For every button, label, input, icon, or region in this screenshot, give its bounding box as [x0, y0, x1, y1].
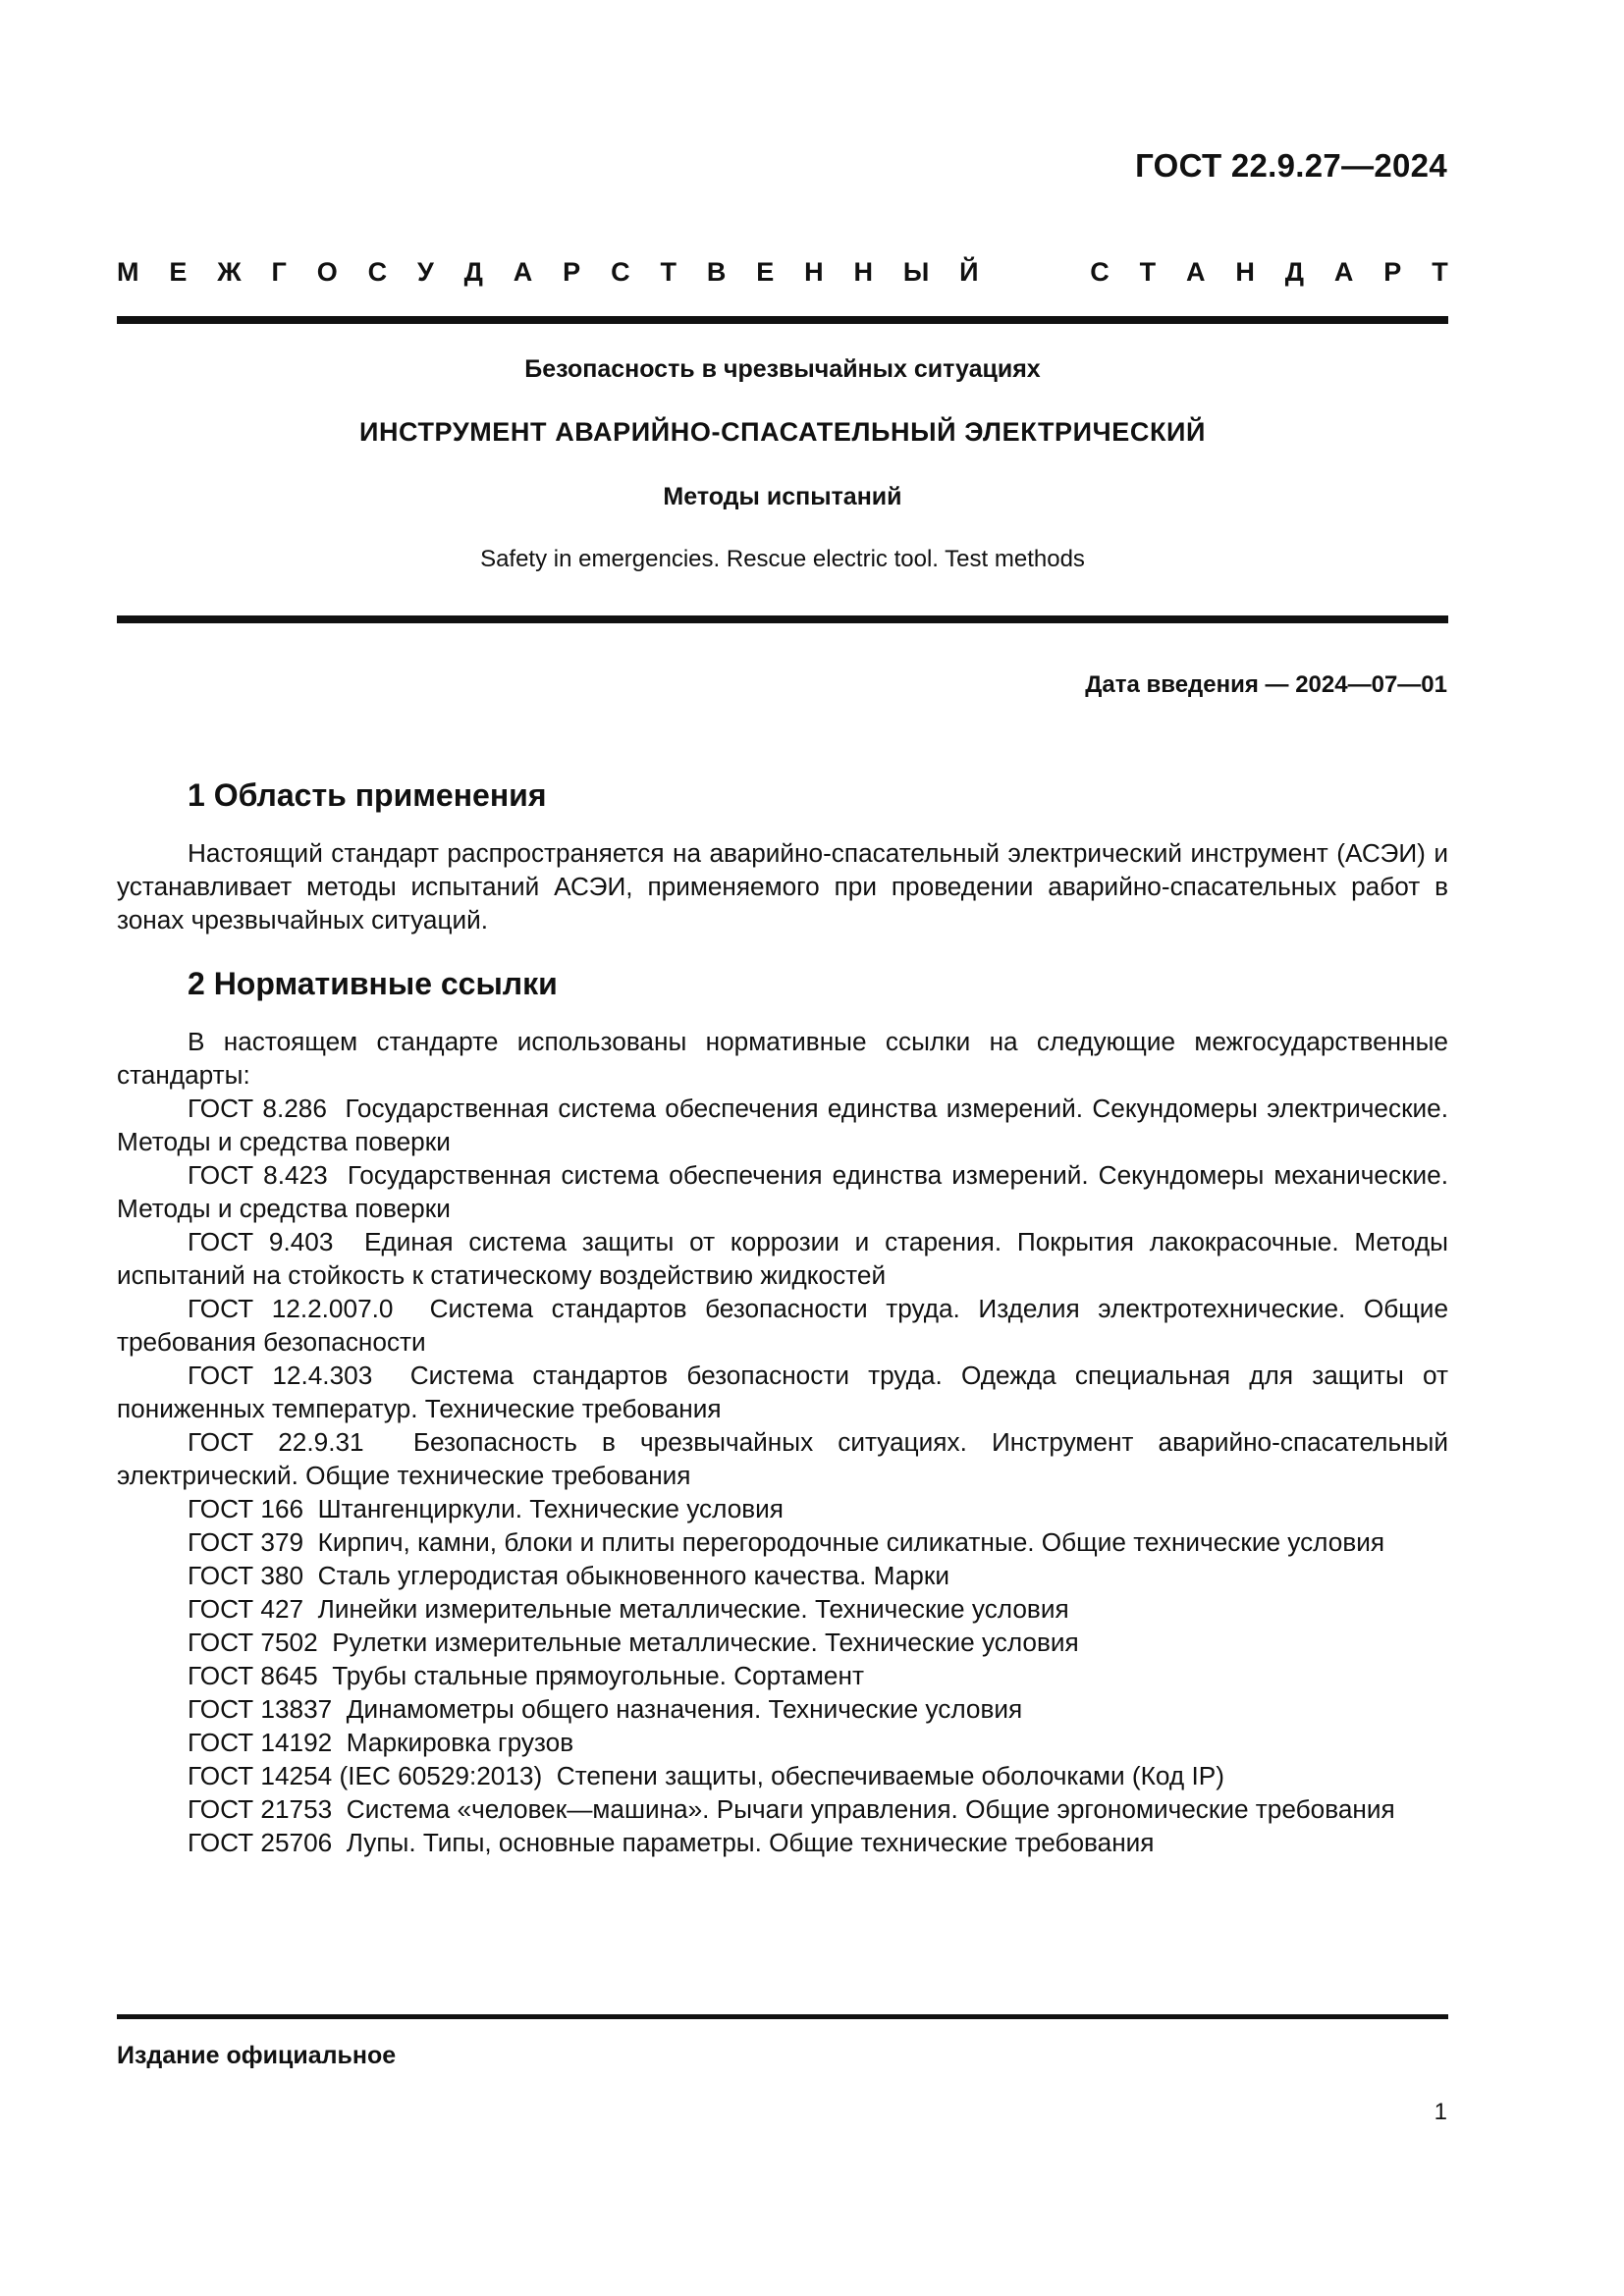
- standard-type-heading: [117, 252, 1448, 292]
- heading-letter: А: [513, 257, 533, 287]
- reference-title: Линейки измерительные металлические. Технические условия: [317, 1594, 1069, 1624]
- reference-code: ГОСТ 14192: [188, 1728, 333, 1757]
- heading-letter: У: [417, 257, 434, 287]
- reference-title: Система «человек—машина». Рычаги управления. Общие эргономические требования: [346, 1794, 1395, 1824]
- section-2-intro: В настоящем стандарте использованы нормативные ссылки на следующие межгосударственные стандарты:: [117, 1027, 1448, 1090]
- reference-item: [117, 1592, 1448, 1626]
- reference-title: Кирпич, камни, блоки и плиты перегородочные силикатные. Общие технические условия: [317, 1527, 1385, 1557]
- bottom-divider: [117, 2014, 1448, 2019]
- reference-code: ГОСТ 22.9.31: [188, 1427, 364, 1457]
- heading-letter: Д: [463, 257, 483, 287]
- top-divider: [117, 316, 1448, 324]
- heading-letter: А: [1333, 257, 1354, 287]
- heading-letter: В: [706, 257, 727, 287]
- reference-item: [117, 1559, 1448, 1592]
- heading-letter: Т: [1139, 257, 1157, 287]
- reference-item: [117, 1158, 1448, 1225]
- reference-code: ГОСТ 9.403: [188, 1227, 334, 1256]
- reference-item: [117, 1726, 1448, 1759]
- reference-title: Трубы стальные прямоугольные. Сортамент: [332, 1661, 864, 1690]
- reference-code: ГОСТ 379: [188, 1527, 304, 1557]
- reference-item: [117, 1525, 1448, 1559]
- word-gap: [1008, 252, 1059, 292]
- reference-item: [117, 1826, 1448, 1859]
- heading-letter: Е: [169, 257, 188, 287]
- reference-code: ГОСТ 14254 (IEC 60529:2013): [188, 1761, 543, 1790]
- heading-letter: С: [1090, 257, 1110, 287]
- reference-item: [117, 1659, 1448, 1692]
- reference-code: ГОСТ 427: [188, 1594, 304, 1624]
- heading-letter: Е: [756, 257, 775, 287]
- reference-title: Система стандартов безопасности труда. Одежда специальная для защиты от пониженных температур. Технические требования: [117, 1361, 1448, 1423]
- heading-letter: Р: [1383, 257, 1402, 287]
- reference-title: Штангенциркули. Технические условия: [317, 1494, 784, 1523]
- reference-title: Рулетки измерительные металлические. Технические условия: [332, 1628, 1079, 1657]
- heading-letter: Г: [271, 257, 287, 287]
- heading-letter: Н: [853, 257, 873, 287]
- heading-letter: Т: [660, 257, 677, 287]
- reference-item: [117, 1692, 1448, 1726]
- reference-title: Государственная система обеспечения единства измерений. Секундомеры механические. Методы и средства поверки: [117, 1160, 1448, 1223]
- reference-code: ГОСТ 13837: [188, 1694, 333, 1724]
- heading-letter: А: [1186, 257, 1206, 287]
- normative-references-list: [117, 1092, 1448, 1859]
- reference-title: Степени защиты, обеспечиваемые оболочками (Код IP): [556, 1761, 1224, 1790]
- reference-title: Система стандартов безопасности труда. Изделия электротехнические. Общие требования безопасности: [117, 1294, 1449, 1357]
- reference-title: Государственная система обеспечения единства измерений. Секундомеры электрические. Методы и средства поверки: [117, 1094, 1448, 1156]
- reference-code: ГОСТ 8.423: [188, 1160, 328, 1190]
- document-code: ГОСТ 22.9.27—2024: [1135, 147, 1447, 184]
- reference-title: Лупы. Типы, основные параметры. Общие технические требования: [346, 1828, 1155, 1857]
- heading-letter: Й: [959, 257, 979, 287]
- reference-code: ГОСТ 8.286: [188, 1094, 327, 1123]
- reference-item: [117, 1626, 1448, 1659]
- reference-code: ГОСТ 12.2.007.0: [188, 1294, 394, 1323]
- subtitle: Методы испытаний: [663, 483, 902, 510]
- reference-title: Единая система защиты от коррозии и старения. Покрытия лакокрасочные. Методы испытаний на стойкость к статическому воздействию жидкостей: [117, 1227, 1448, 1290]
- reference-item: [117, 1425, 1448, 1492]
- heading-letter: М: [117, 257, 139, 287]
- reference-item: [117, 1092, 1448, 1158]
- edition-label: Издание официальное: [117, 2042, 397, 2069]
- section-1-heading: 1 Область применения: [188, 777, 547, 813]
- page-number: 1: [1434, 2099, 1447, 2125]
- reference-code: ГОСТ 166: [188, 1494, 304, 1523]
- reference-item: [117, 1759, 1448, 1792]
- heading-letter: Д: [1284, 257, 1305, 287]
- main-title: ИНСТРУМЕНТ АВАРИЙНО-СПАСАТЕЛЬНЫЙ ЭЛЕКТРИЧЕСКИЙ: [358, 417, 1207, 447]
- subject-area-title: Безопасность в чрезвычайных ситуациях: [524, 355, 1041, 383]
- reference-item: [117, 1359, 1448, 1425]
- reference-item: [117, 1292, 1448, 1359]
- heading-letter: Н: [1235, 257, 1255, 287]
- reference-code: ГОСТ 12.4.303: [188, 1361, 373, 1390]
- reference-item: [117, 1492, 1448, 1525]
- heading-letter: Н: [804, 257, 824, 287]
- section-1-text: Настоящий стандарт распространяется на аварийно-спасательный электрический инструмент (АСЭИ) и устанавливает методы испытаний АСЭИ, применяемого при проведении аварийно-спасательных работ в зонах чрезвычайных ситуаций.: [117, 838, 1448, 934]
- reference-title: Сталь углеродистая обыкновенного качества. Марки: [317, 1561, 949, 1590]
- reference-title: Маркировка грузов: [346, 1728, 574, 1757]
- reference-title: Безопасность в чрезвычайных ситуациях. Инструмент аварийно-спасательный электрический. Общие технические требования: [117, 1427, 1448, 1490]
- document-body: [117, 775, 1448, 1859]
- reference-code: ГОСТ 21753: [188, 1794, 333, 1824]
- heading-letter: Р: [563, 257, 581, 287]
- section-2-heading: 2 Нормативные ссылки: [188, 966, 558, 1001]
- english-title: Safety in emergencies. Rescue electric tool. Test methods: [480, 546, 1085, 572]
- reference-item: [117, 1792, 1448, 1826]
- introduction-date: Дата введения — 2024—07—01: [1085, 671, 1447, 698]
- heading-letter: Ж: [217, 257, 242, 287]
- reference-code: ГОСТ 380: [188, 1561, 304, 1590]
- reference-title: Динамометры общего назначения. Технические условия: [346, 1694, 1023, 1724]
- reference-item: [117, 1225, 1448, 1292]
- heading-letter: С: [611, 257, 630, 287]
- reference-code: ГОСТ 25706: [188, 1828, 333, 1857]
- reference-code: ГОСТ 8645: [188, 1661, 318, 1690]
- heading-letter: Ы: [902, 257, 930, 287]
- heading-letter: Т: [1432, 257, 1448, 287]
- middle-divider: [117, 615, 1448, 623]
- heading-letter: С: [367, 257, 388, 287]
- heading-letter: О: [316, 257, 338, 287]
- reference-code: ГОСТ 7502: [188, 1628, 318, 1657]
